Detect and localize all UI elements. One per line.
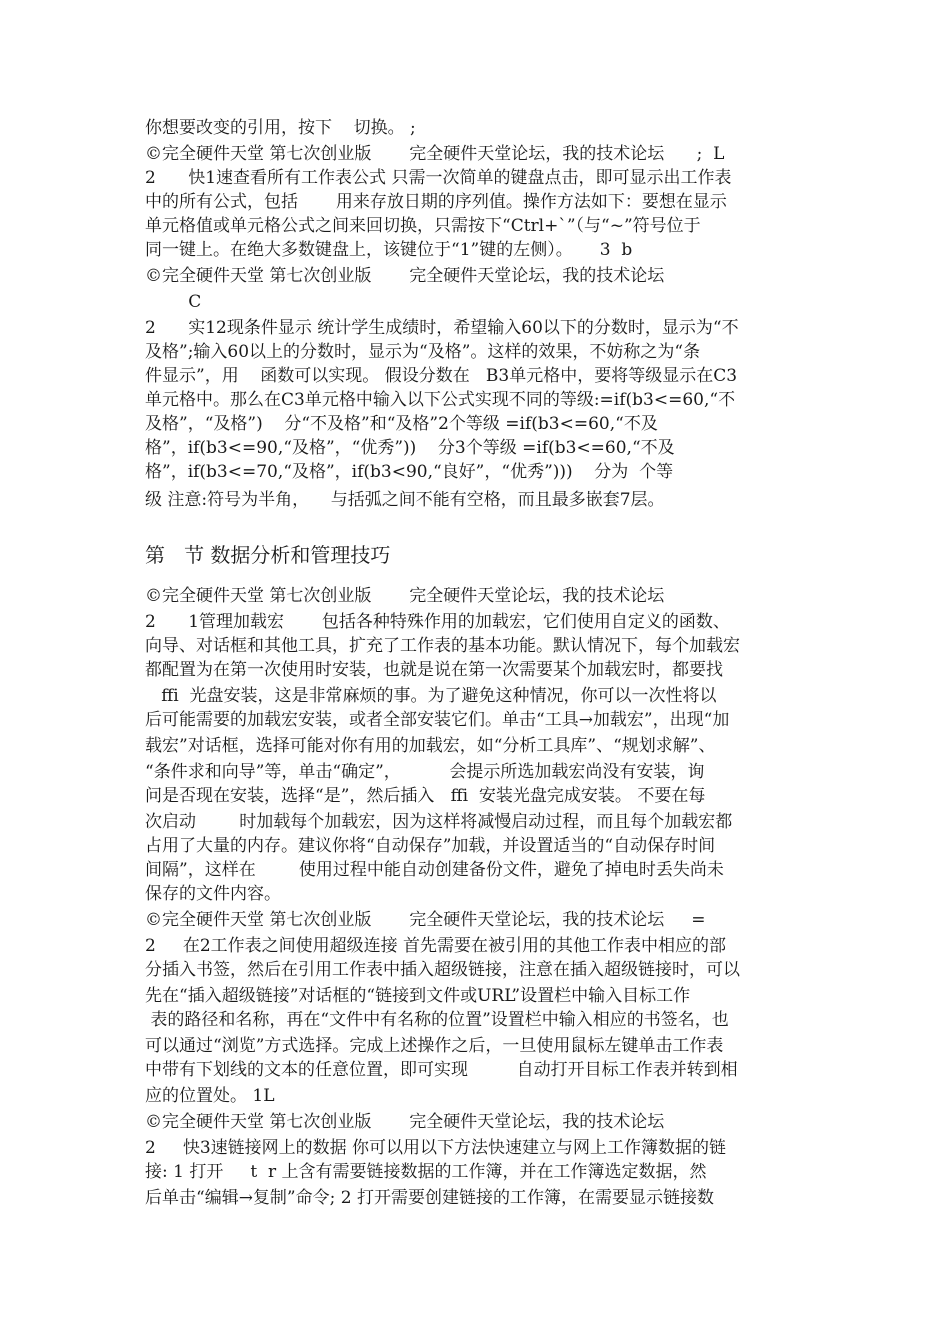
text-line: 接: 1 打开 t r 上含有需要链接数据的工作簿，并在工作簿选定数据，然 bbox=[145, 1162, 707, 1182]
text-line: 分插入书签，然后在引用工作表中插入超级链接，注意在插入超级链接时，可以 bbox=[145, 960, 740, 980]
section-heading: 第 节 数据分析和管理技巧 bbox=[145, 543, 391, 567]
text-line: 格”，if(b3<=90,“及格”，“优秀”)) 分3个等级 =if(b3<=60,“不及 bbox=[145, 438, 675, 458]
text-line: “条件求和向导”等，单击“确定”， 会提示所选加载宏尚没有安装，询 bbox=[145, 762, 705, 782]
text-line: 向导、对话框和其他工具，扩充了工作表的基本功能。默认情况下，每个加载宏 bbox=[145, 636, 740, 656]
text-line: 2 实12现条件显示 统计学生成绩时，希望输入60以下的分数时，显示为“不 bbox=[145, 318, 739, 338]
text-line: 应的位置处。 1L bbox=[145, 1086, 275, 1106]
text-line: 都配置为在第一次使用时安装，也就是说在第一次需要某个加载宏时，都要找 bbox=[145, 660, 723, 680]
text-line: 同一键上。在绝大多数键盘上，该键位于“1”键的左侧）。 3 b bbox=[145, 240, 633, 260]
text-line: 2 1管理加载宏 包括各种特殊作用的加载宏，它们使用自定义的函数、 bbox=[145, 612, 730, 632]
text-line: 可以通过“浏览”方式选择。完成上述操作之后，一旦使用鼠标左键单击工作表 bbox=[145, 1036, 724, 1056]
text-line: 间隔”，这样在 使用过程中能自动创建备份文件，避免了掉电时丢失尚未 bbox=[145, 860, 724, 880]
text-line: 单元格中。那么在C3单元格中输入以下公式实现不同的等级:=if(b3<=60,“不 bbox=[145, 390, 736, 410]
text-line: ©完全硬件天堂 第七次创业版 完全硬件天堂论坛，我的技术论坛 ; L bbox=[145, 144, 725, 164]
text-line: 及格”;输入60以上的分数时，显示为“及格”。这样的效果，不妨称之为“条 bbox=[145, 342, 701, 362]
text-line: 占用了大量的内存。建议你将“自动保存”加载，并设置适当的“自动保存时间 bbox=[145, 836, 716, 856]
text-line: 表的路径和名称，再在“文件中有名称的位置”设置栏中输入相应的书签名，也 bbox=[145, 1010, 729, 1030]
text-line: ©完全硬件天堂 第七次创业版 完全硬件天堂论坛，我的技术论坛 = bbox=[145, 910, 706, 930]
text-line: 先在“插入超级链接”对话框的“链接到文件或URL”设置栏中输入目标工作 bbox=[145, 986, 691, 1006]
text-line: 2 快1速查看所有工作表公式 只需一次简单的键盘点击，即可显示出工作表 bbox=[145, 168, 732, 188]
text-line: 次启动 时加载每个加载宏，因为这样将减慢启动过程，而且每个加载宏都 bbox=[145, 812, 733, 832]
text-line: ©完全硬件天堂 第七次创业版 完全硬件天堂论坛，我的技术论坛 bbox=[145, 266, 665, 286]
text-line: 件显示”，用 函数可以实现。 假设分数在 B3单元格中，要将等级显示在C3 bbox=[145, 366, 738, 386]
text-line: ffi 光盘安装，这是非常麻烦的事。为了避免这种情况，你可以一次性将以 bbox=[145, 686, 717, 706]
text-line: 中的所有公式，包括 用来存放日期的序列值。操作方法如下：要想在显示 bbox=[145, 192, 727, 212]
text-line: 后单击“编辑→复制”命令; 2 打开需要创建链接的工作簿，在需要显示链接数 bbox=[145, 1188, 714, 1208]
text-line: 2 在2工作表之间使用超级连接 首先需要在被引用的其他工作表中相应的部 bbox=[145, 936, 727, 956]
text-line: 后可能需要的加载宏安装，或者全部安装它们。单击“工具→加载宏”，出现“加 bbox=[145, 710, 730, 730]
text-line: 单元格值或单元格公式之间来回切换，只需按下“Ctrl+`”（与“~”符号位于 bbox=[145, 216, 701, 236]
text-line: 中带有下划线的文本的任意位置，即可实现 自动打开目标工作表并转到相 bbox=[145, 1060, 738, 1080]
text-line: 2 快3速链接网上的数据 你可以用以下方法快速建立与网上工作簿数据的链 bbox=[145, 1138, 727, 1158]
text-line: 保存的文件内容。 bbox=[145, 884, 281, 904]
text-line: ©完全硬件天堂 第七次创业版 完全硬件天堂论坛，我的技术论坛 bbox=[145, 1112, 665, 1132]
text-line: 你想要改变的引用，按下 切换。 ; bbox=[145, 118, 416, 138]
text-line: 载宏”对话框，选择可能对你有用的加载宏，如“分析工具库”、“规划求解”、 bbox=[145, 736, 716, 756]
text-line: ©完全硬件天堂 第七次创业版 完全硬件天堂论坛，我的技术论坛 bbox=[145, 586, 665, 606]
text-line: 格”，if(b3<=70,“及格”，if(b3<90,“良好”，“优秀”))) 分为 个等 bbox=[145, 462, 674, 482]
text-line: 问是否现在安装，选择“是”，然后插入 ffi 安装光盘完成安装。 不要在每 bbox=[145, 786, 706, 806]
text-line: C bbox=[145, 292, 202, 312]
text-line: 级 注意:符号为半角， 与括弧之间不能有空格，而且最多嵌套7层。 bbox=[145, 490, 665, 510]
text-line: 及格”，“及格”) 分“不及格”和“及格”2个等级 =if(b3<=60,“不及 bbox=[145, 414, 658, 434]
